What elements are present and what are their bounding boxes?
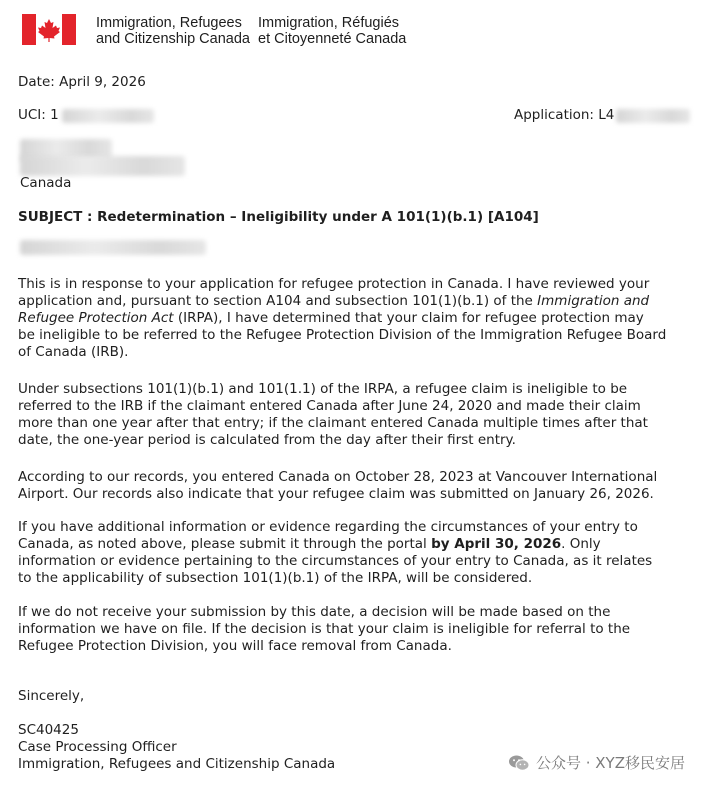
p4-line4: to the applicability of subsection 101(1)(b.1) of the IRPA, will be considered.	[18, 570, 533, 586]
p1-line4: be ineligible to be referred to the Refugee Protection Division of the Immigration Refugee Board	[18, 327, 667, 343]
paragraph-5	[18, 604, 630, 655]
p2-line3: more than one year after that entry; if the claimant entered Canada multiple times after that	[18, 415, 648, 431]
p4-line1: If you have additional information or evidence regarding the circumstances of your entry to	[18, 519, 638, 535]
uci-label: UCI: 1	[18, 107, 59, 123]
p5-line3: Refugee Protection Division, you will face removal from Canada.	[18, 638, 452, 654]
redacted-uci	[62, 109, 154, 123]
p1-line3: Refugee Protection Act (IRPA), I have determined that your claim for refugee protection may	[18, 310, 644, 326]
department-name-en-line1: Immigration, Refugees	[96, 15, 242, 31]
department-name-en-line2: and Citizenship Canada	[96, 31, 250, 47]
redacted-salutation	[20, 240, 206, 255]
p3-line2: Airport. Our records also indicate that your refugee claim was submitted on January 26, 2026.	[18, 486, 654, 502]
p2-line4: date, the one-year period is calculated from the day after their first entry.	[18, 432, 516, 448]
signature-organization: Immigration, Refugees and Citizenship Canada	[18, 756, 336, 772]
subject-line: SUBJECT : Redetermination – Ineligibility under A 101(1)(b.1) [A104]	[18, 209, 539, 225]
p5-line2: information we have on file. If the decision is that your claim is ineligible for referral to the	[18, 621, 631, 637]
wechat-watermark	[508, 752, 685, 773]
p1-line5: of Canada (IRB).	[18, 344, 129, 360]
signature-code: SC40425	[18, 722, 79, 738]
redacted-address-line2	[20, 156, 185, 176]
paragraph-1	[18, 276, 666, 361]
p1-line1: This is in response to your application for refugee protection in Canada. I have reviewed your	[18, 276, 650, 292]
department-name-french	[258, 15, 406, 47]
address-country: Canada	[20, 175, 72, 191]
closing: Sincerely,	[18, 688, 85, 704]
canada-flag-icon	[22, 14, 76, 45]
watermark-text: 公众号 · XYZ移民安居	[535, 754, 685, 772]
p4-line3: information or evidence pertaining to the circumstances of your entry to Canada, as it relates	[18, 553, 653, 569]
department-name-fr-line1: Immigration, Réfugiés	[258, 15, 400, 31]
department-name-english	[96, 15, 250, 47]
application-label: Application: L4	[514, 107, 615, 123]
redacted-application-number	[616, 109, 690, 123]
letter-date: Date: April 9, 2026	[18, 74, 146, 90]
deadline-date: by April 30, 2026	[431, 536, 562, 552]
paragraph-3	[18, 469, 657, 503]
paragraph-2	[18, 381, 648, 449]
p2-line2: referred to the IRB if the claimant entered Canada after June 24, 2020 and made their claim	[18, 398, 641, 414]
p5-line1: If we do not receive your submission by this date, a decision will be made based on the	[18, 604, 611, 620]
signature-title: Case Processing Officer	[18, 739, 177, 755]
p1-line2: application and, pursuant to section A104 and subsection 101(1)(b.1) of the Immigration and	[18, 293, 650, 309]
p3-line1: According to our records, you entered Canada on October 28, 2023 at Vancouver International	[18, 469, 658, 485]
wechat-icon	[508, 754, 530, 772]
p2-line1: Under subsections 101(1)(b.1) and 101(1.1) of the IRPA, a refugee claim is ineligible to be	[18, 381, 628, 397]
p4-line2: Canada, as noted above, please submit it through the portal by April 30, 2026. Only	[18, 536, 601, 552]
paragraph-4	[18, 519, 652, 587]
department-name-fr-line2: et Citoyenneté Canada	[258, 31, 407, 47]
signature-block	[18, 722, 335, 773]
